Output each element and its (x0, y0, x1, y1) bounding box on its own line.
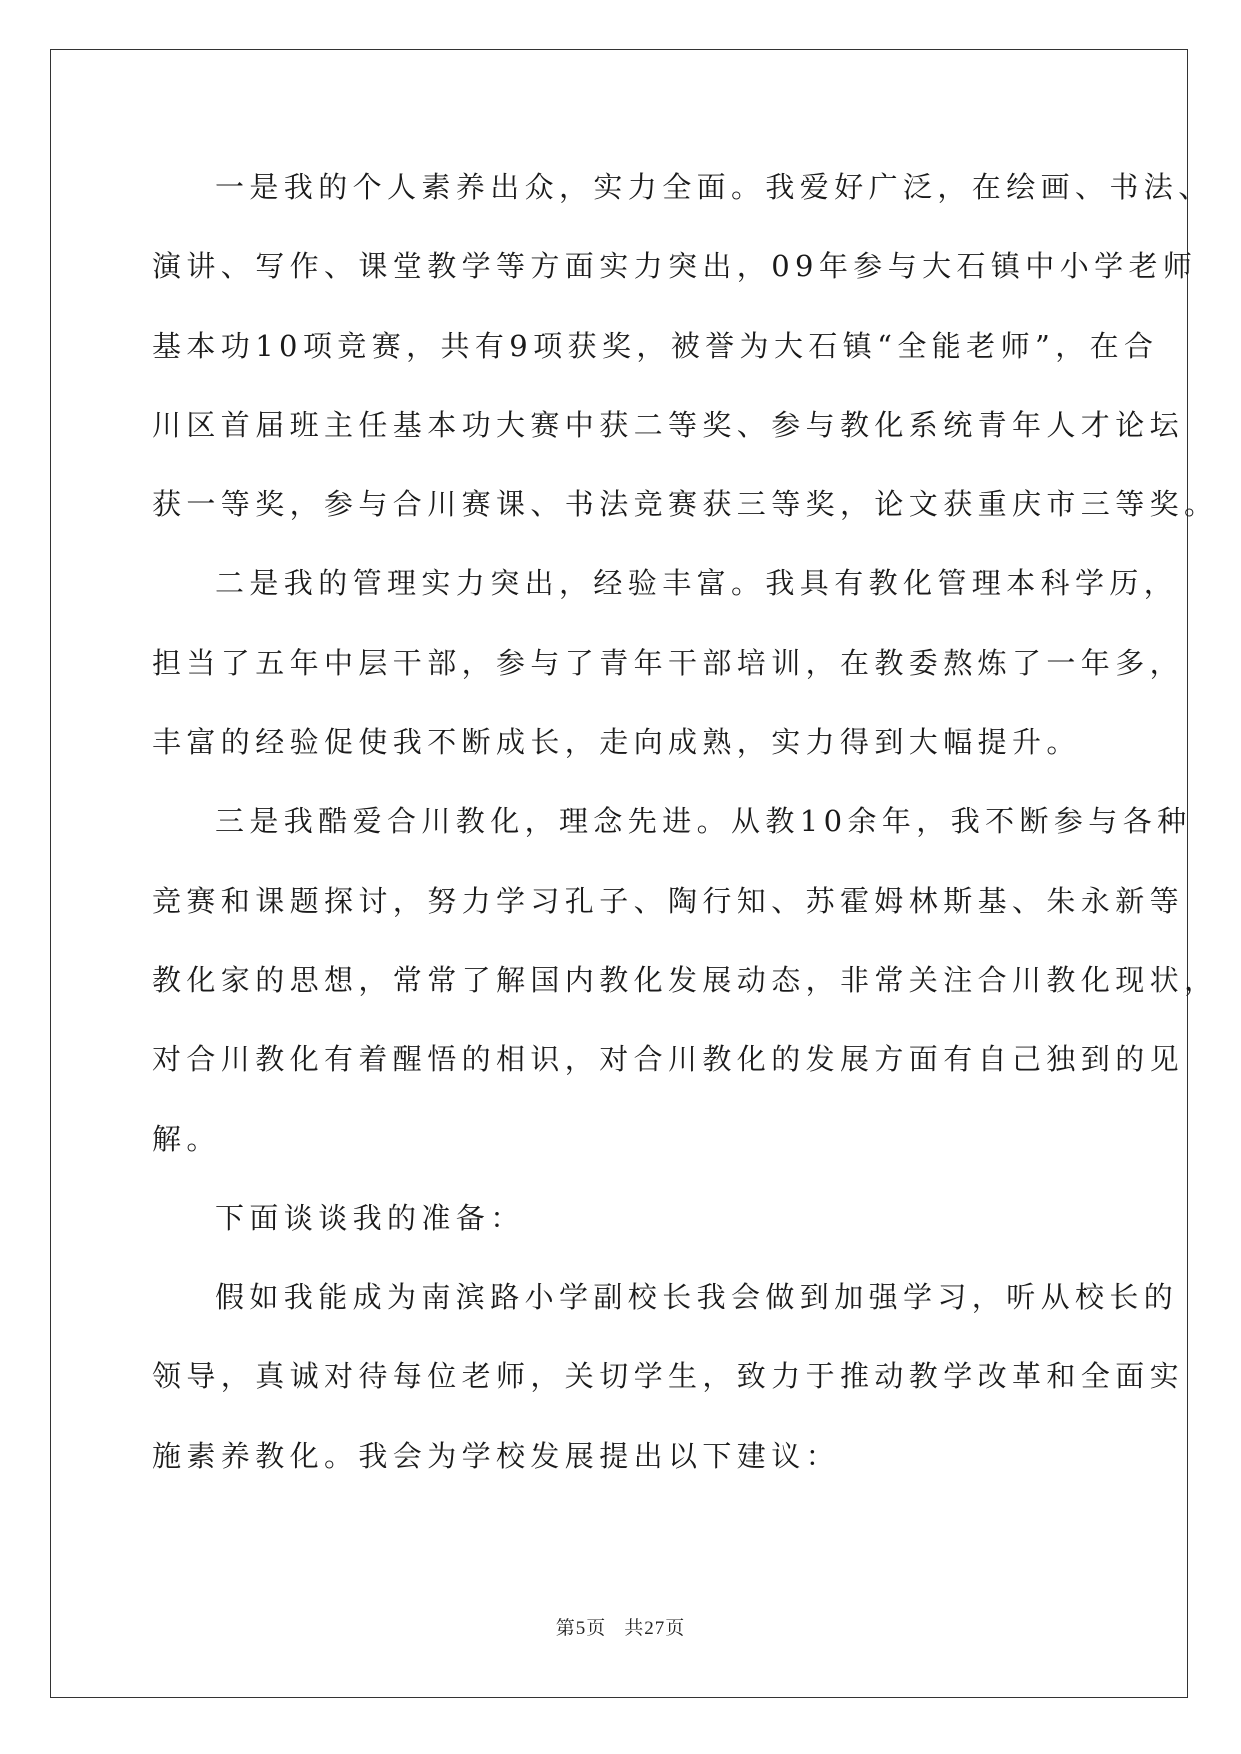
paragraph-line: 演讲、写作、课堂教学等方面实力突出，09年参与大石镇中小学老师 (152, 249, 1198, 284)
paragraph-line: 假如我能成为南滨路小学副校长我会做到加强学习，听从校长的 (215, 1280, 1179, 1315)
paragraph-line: 解。 (152, 1121, 221, 1156)
paragraph-4 (152, 1179, 1092, 1258)
paragraph-5 (152, 1258, 1185, 1496)
paragraph-line: 基本功10项竞赛，共有9项获奖，被誉为大石镇“全能老师”，在合 (152, 328, 1159, 363)
page-number: 第5页 (555, 1618, 607, 1639)
paragraph-line: 丰富的经验促使我不断成长，走向成熟，实力得到大幅提升。 (152, 725, 1081, 760)
paragraph-line: 川区首届班主任基本功大赛中获二等奖、参与教化系统青年人才论坛 (152, 407, 1185, 442)
paragraph-line: 三是我酷爱合川教化，理念先进。从教10余年，我不断参与各种 (215, 804, 1192, 839)
document-body (152, 148, 1219, 1496)
paragraph-line: 领导，真诚对待每位老师，关切学生，致力于推动教学改革和全面实 (152, 1359, 1185, 1394)
page-footer (0, 1613, 1241, 1640)
paragraph-line: 竞赛和课题探讨，努力学习孔子、陶行知、苏霍姆林斯基、朱永新等 (152, 883, 1185, 918)
paragraph-2 (152, 544, 1185, 782)
page-total: 共27页 (624, 1618, 686, 1639)
paragraph-line: 对合川教化有着醒悟的相识，对合川教化的发展方面有自己独到的见 (152, 1042, 1185, 1077)
paragraph-line: 获一等奖，参与合川赛课、书法竞赛获三等奖，论文获重庆市三等奖。 (152, 487, 1219, 522)
paragraph-line: 下面谈谈我的准备： (215, 1200, 525, 1235)
paragraph-line: 施素养教化。我会为学校发展提出以下建议： (152, 1438, 841, 1473)
paragraph-line: 担当了五年中层干部，参与了青年干部培训，在教委熬炼了一年多， (152, 645, 1185, 680)
paragraph-1 (152, 148, 1219, 544)
paragraph-line: 一是我的个人素养出众，实力全面。我爱好广泛，在绘画、书法、 (215, 170, 1213, 204)
paragraph-line: 二是我的管理实力突出，经验丰富。我具有教化管理本科学历， (215, 566, 1179, 601)
paragraph-3 (152, 782, 1219, 1178)
paragraph-line: 教化家的思想，常常了解国内教化发展动态，非常关注合川教化现状， (152, 962, 1219, 997)
